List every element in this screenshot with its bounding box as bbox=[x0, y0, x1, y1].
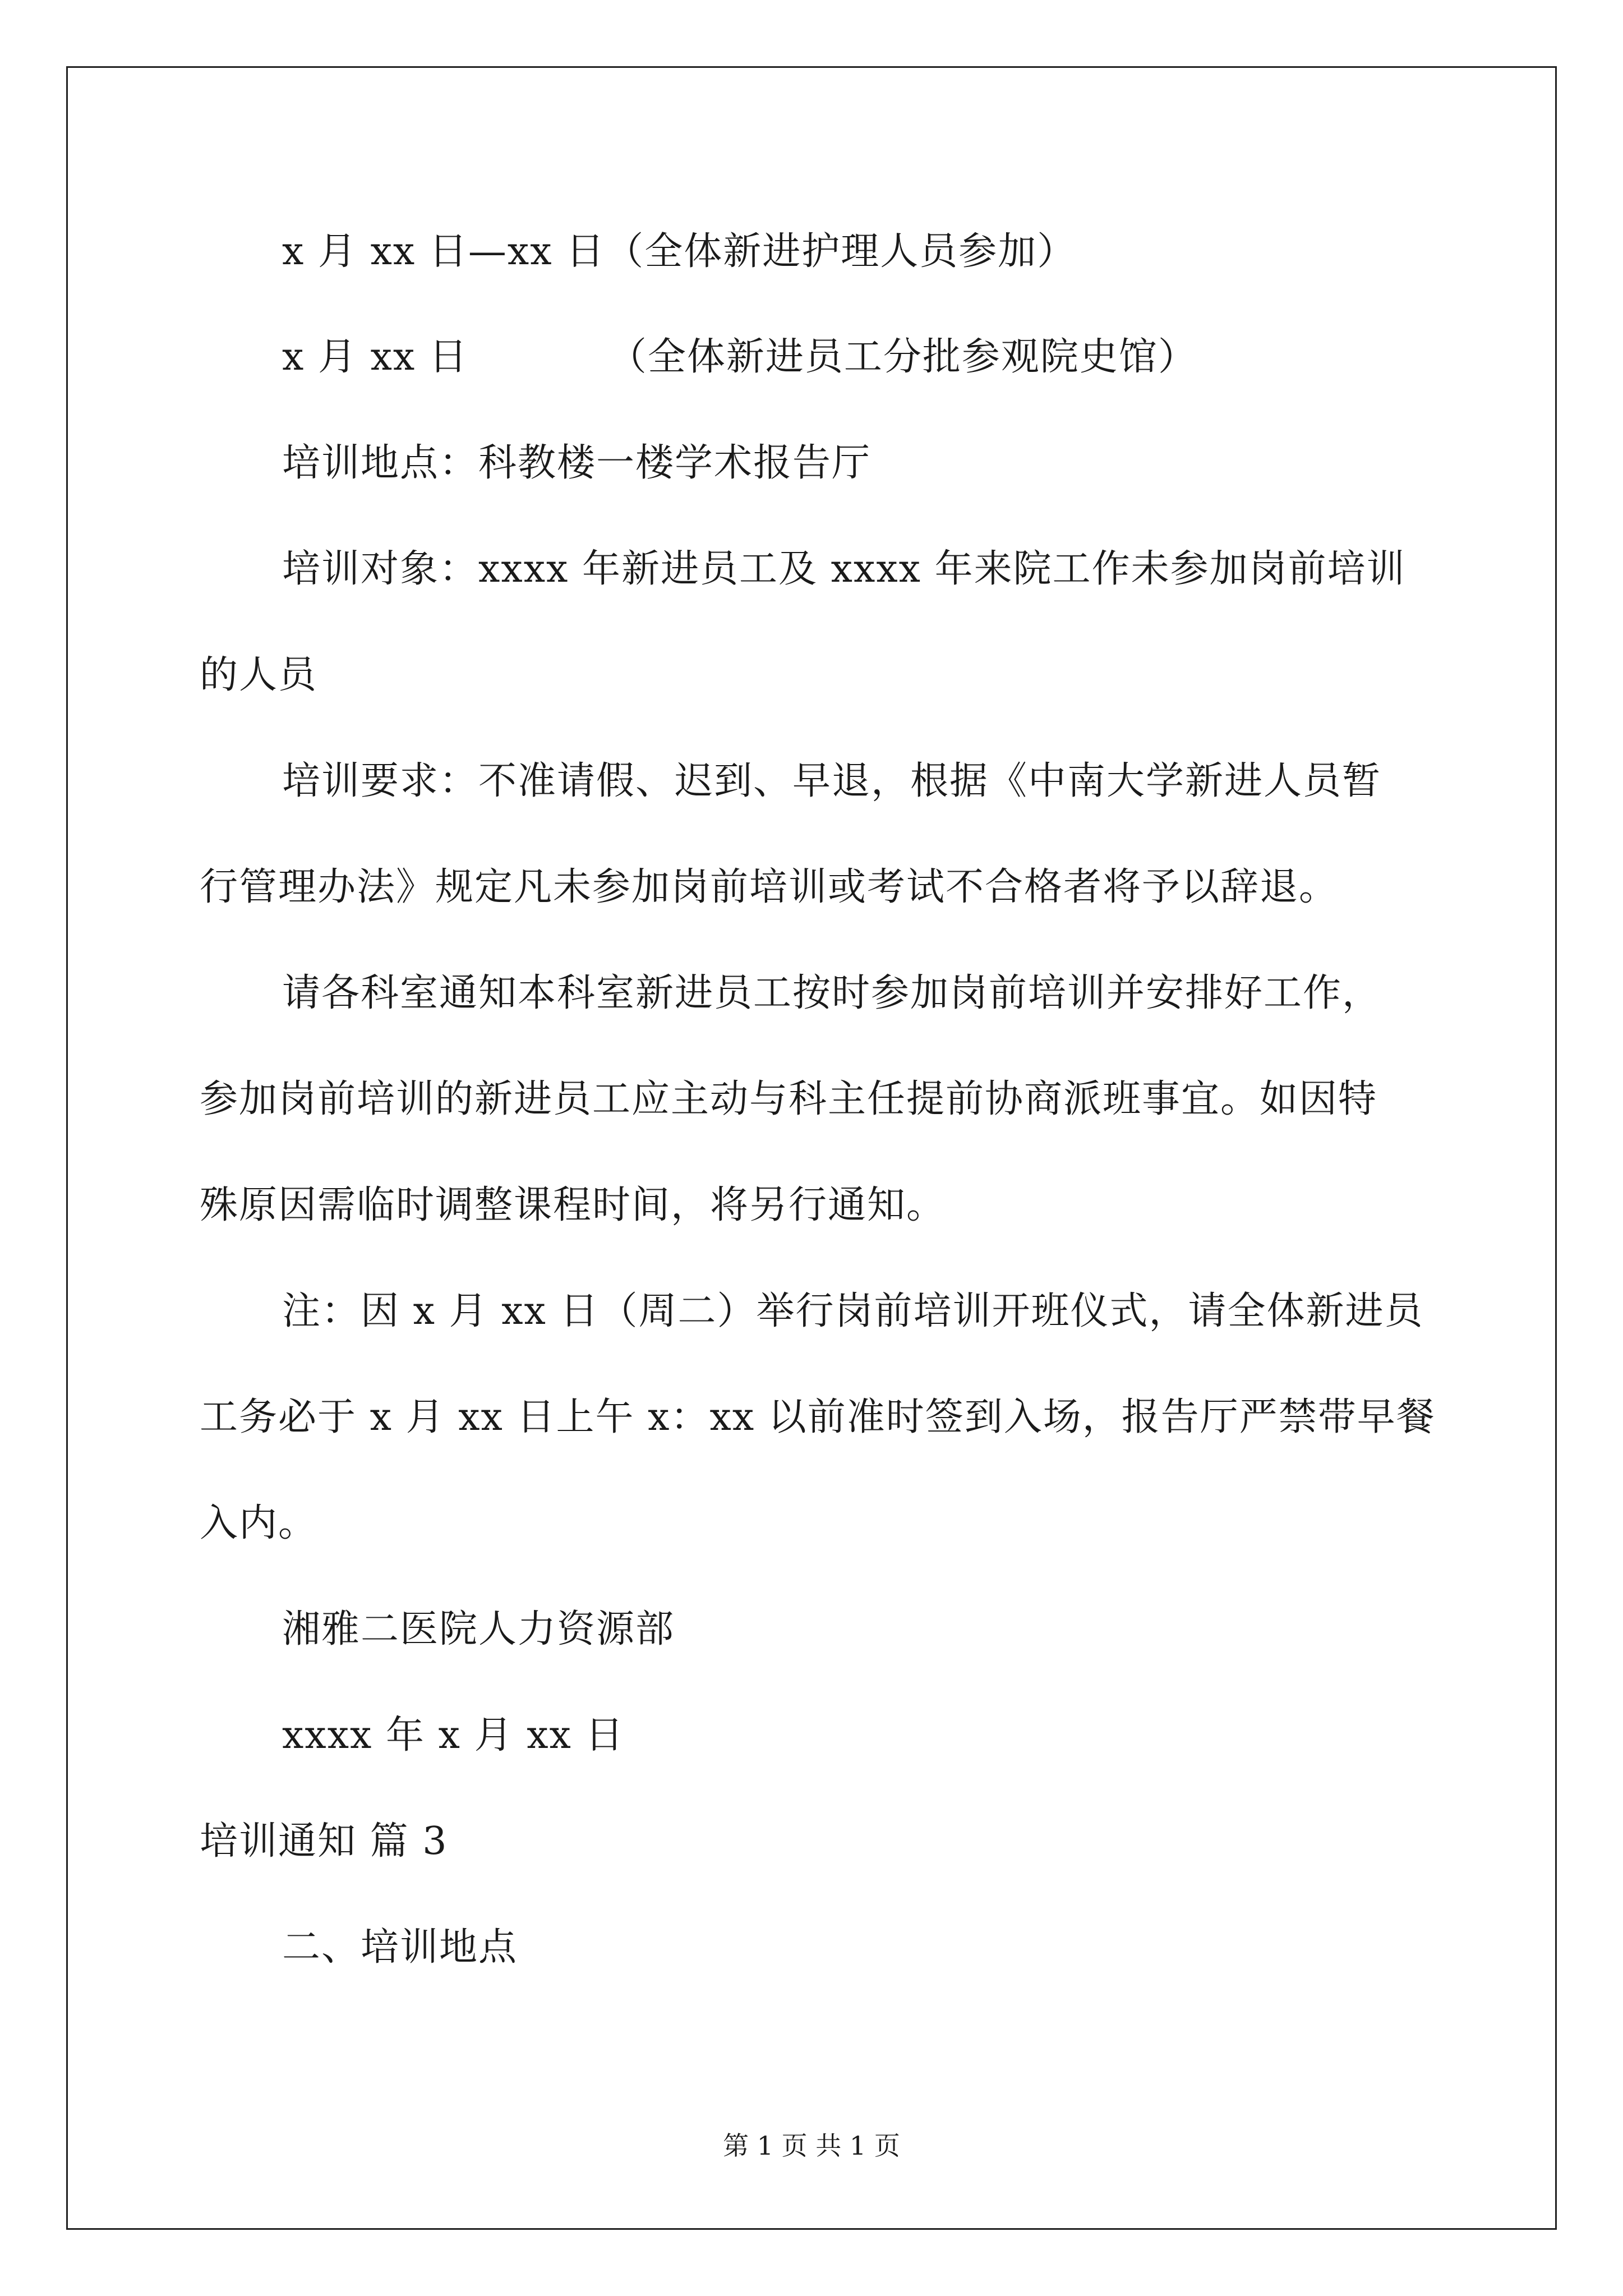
schedule-line-1: x 月 xx 日—xx 日（全体新进护理人员参加） bbox=[282, 229, 1077, 274]
notice-paragraph: 请各科室通知本科室新进员工按时参加岗前培训并安排好工作， bbox=[282, 971, 1382, 1015]
schedule-line-2-note: （全体新进员工分批参观院史馆） bbox=[608, 335, 1197, 379]
page-border bbox=[66, 66, 1557, 2230]
training-target-cont: 的人员 bbox=[200, 653, 318, 697]
signature-date: xxxx 年 x 月 xx 日 bbox=[282, 1713, 625, 1757]
signature-department: 湘雅二医院人力资源部 bbox=[282, 1607, 675, 1651]
note-paragraph-cont-2: 入内。 bbox=[200, 1501, 318, 1545]
training-location: 培训地点：科教楼一楼学术报告厅 bbox=[282, 441, 872, 485]
training-requirement: 培训要求：不准请假、迟到、早退，根据《中南大学新进人员暂 bbox=[282, 759, 1382, 803]
subsection-heading: 二、培训地点 bbox=[282, 1925, 518, 1970]
notice-paragraph-cont-1: 参加岗前培训的新进员工应主动与科主任提前协商派班事宜。如因特 bbox=[200, 1077, 1378, 1121]
section-heading: 培训通知 篇 3 bbox=[200, 1819, 448, 1864]
training-requirement-cont: 行管理办法》规定凡未参加岗前培训或考试不合格者将予以辞退。 bbox=[200, 865, 1339, 909]
training-target: 培训对象：xxxx 年新进员工及 xxxx 年来院工作未参加岗前培训 bbox=[282, 547, 1406, 591]
note-paragraph-cont-1: 工务必于 x 月 xx 日上午 x：xx 以前准时签到入场，报告厅严禁带早餐 bbox=[200, 1395, 1436, 1439]
notice-paragraph-cont-2: 殊原因需临时调整课程时间，将另行通知。 bbox=[200, 1183, 946, 1227]
note-paragraph: 注：因 x 月 xx 日（周二）举行岗前培训开班仪式，请全体新进员 bbox=[282, 1289, 1424, 1333]
schedule-line-2 bbox=[282, 335, 1197, 379]
page-footer: 第 1 页 共 1 页 bbox=[723, 2131, 900, 2161]
schedule-line-2-date: x 月 xx 日 bbox=[282, 335, 468, 379]
